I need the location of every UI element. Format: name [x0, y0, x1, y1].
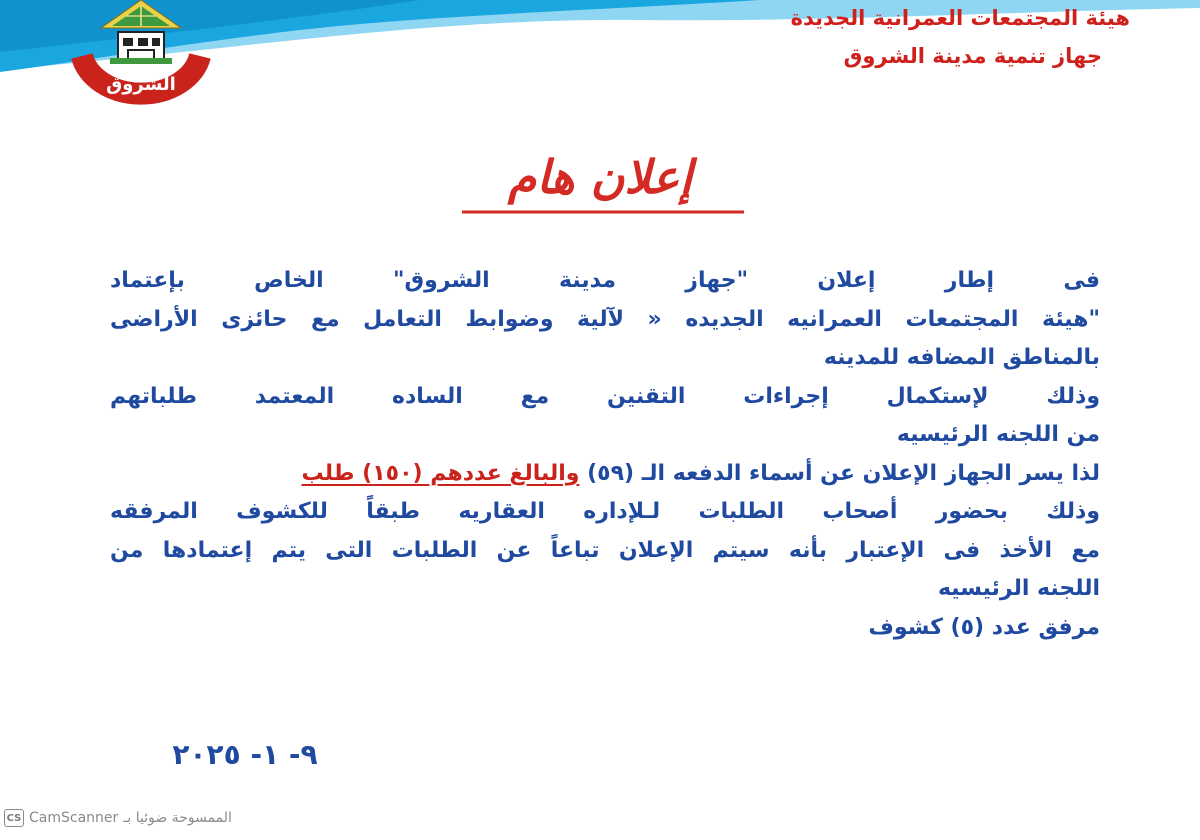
applications-count-highlight: والبالغ عددهم (١٥٠) طلب [301, 460, 580, 486]
watermark-brand: CamScanner [29, 810, 119, 826]
camscanner-logo-icon: CS [4, 809, 24, 827]
body-line-8: مع الأخذ فى الإعتبار بأنه سيتم الإعلان تباعاً عن الطلبات التى يتم إعتمادها من [110, 537, 1100, 563]
attachments-note: مرفق عدد (٥) كشوف [868, 614, 1100, 640]
body-line-1: فى إطار إعلان "جهاز مدينة الشروق" الخاص بإعتماد [110, 268, 1100, 293]
organization-name: هيئة المجتمعات العمرانية الجديدة [790, 6, 1130, 30]
watermark-text: الممسوحة ضوئيا بـ [123, 810, 232, 826]
document-date: ٩- ١- ٢٠٢٥ [172, 738, 318, 771]
shorouk-city-logo [66, 0, 216, 108]
body-line-3: بالمناطق المضافه للمدينه [823, 345, 1100, 370]
body-line-9: اللجنه الرئيسيه [937, 576, 1100, 601]
body-line-7: وذلك بحضور أصحاب الطلبات لـلإداره العقاريه طبقاً للكشوف المرفقه [110, 499, 1100, 524]
department-name: جهاز تنمية مدينة الشروق [843, 44, 1102, 68]
camscanner-watermark [4, 806, 232, 830]
notice-title: إعلان هام [507, 150, 693, 204]
batch-announcement: لذا يسر الجهاز الإعلان عن أسماء الدفعه الـ (٥٩) [587, 460, 1100, 486]
body-line-6 [110, 455, 1100, 494]
body-line-5: من اللجنه الرئيسيه [896, 422, 1100, 447]
body-line-2: "هيئة المجتمعات العمرانيه الجديده « لآلية وضوابط التعامل مع حائزى الأراضى [110, 306, 1100, 332]
title-underline-decoration [458, 206, 748, 220]
body-line-4: وذلك لإستكمال إجراءات التقنين مع الساده المعتمد طلباتهم [110, 383, 1100, 409]
svg-text:الشروق: الشروق [106, 74, 176, 95]
notice-body [110, 262, 1100, 647]
